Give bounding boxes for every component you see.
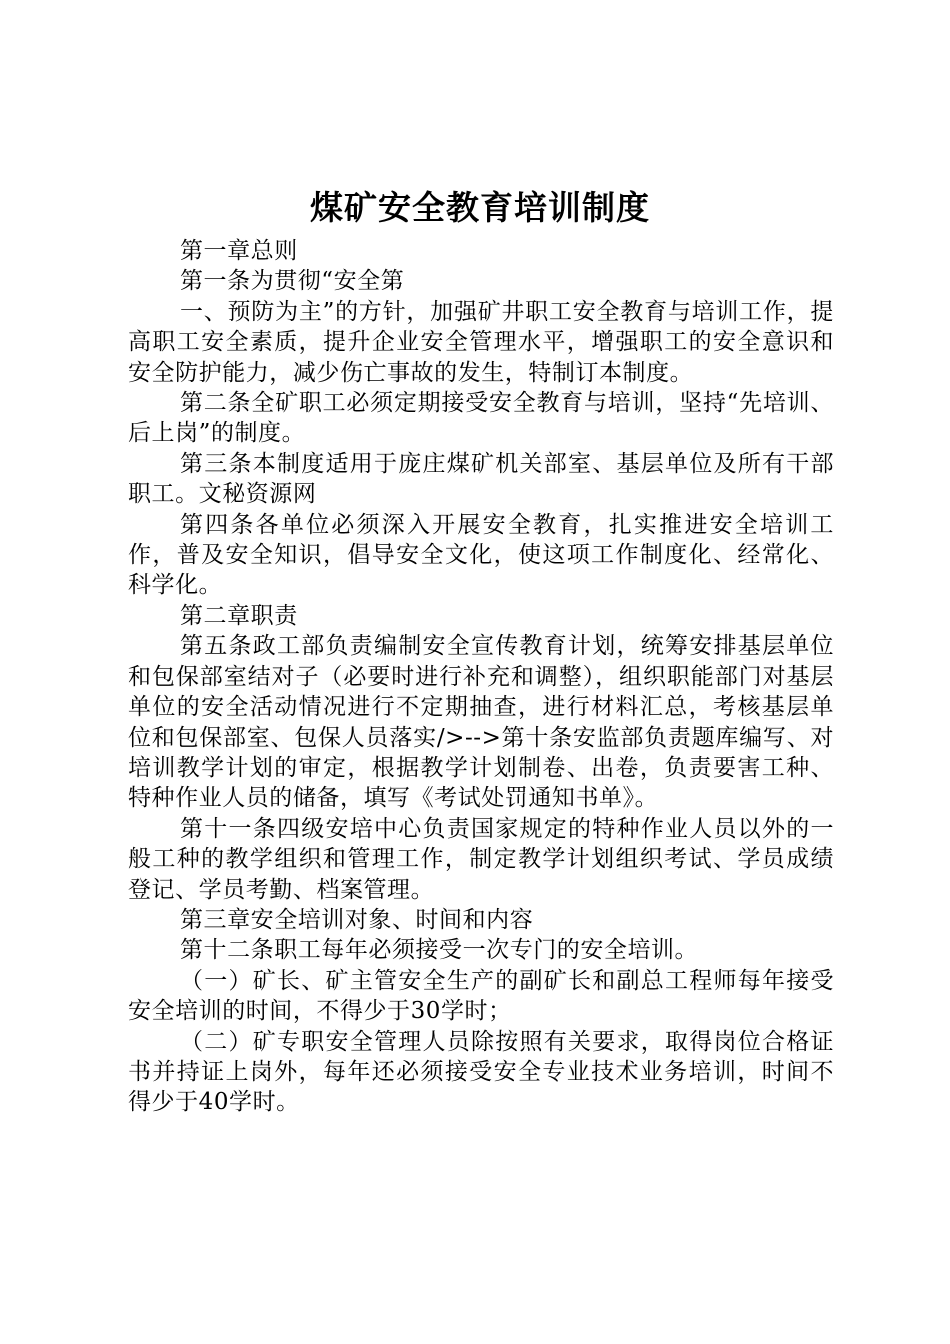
article-paragraph: （二）矿专职安全管理人员除按照有关要求，取得岗位合格证书并持证上岗外，每年还必须接受安全专业技术业务培训，时间不得少于40学时。 [128,1028,834,1116]
chapter-heading-3: 第三章安全培训对象、时间和内容 [180,906,534,933]
article-paragraph: 一、预防为主”的方针，加强矿井职工安全教育与培训工作，提高职工安全素质，提升企业安全管理水平，增强职工的安全意识和安全防护能力，减少伤亡事故的发生，特制订本制度。 [128,298,834,386]
chapter-heading-2: 第二章职责 [180,602,298,629]
article-paragraph: 第四条各单位必须深入开展安全教育，扎实推进安全培训工作，普及安全知识，倡导安全文化，使这项工作制度化、经常化、科学化。 [128,511,834,599]
article-paragraph: 第十二条职工每年必须接受一次专门的安全培训。 [180,937,699,964]
document-title: 煤矿安全教育培训制度 [310,188,650,227]
chapter-heading-1: 第一章总则 [180,238,298,264]
article-paragraph: 第三条本制度适用于庞庄煤矿机关部室、基层单位及所有干部职工。文秘资源网 [128,450,834,508]
article-paragraph: （一）矿长、矿主管安全生产的副矿长和副总工程师每年接受安全培训的时间，不得少于30学时； [128,967,834,1025]
article-paragraph: 第十一条四级安培中心负责国家规定的特种作业人员以外的一般工种的教学组织和管理工作，制定教学计划组织考试、学员成绩登记、学员考勤、档案管理。 [128,815,834,903]
article-paragraph: 第五条政工部负责编制安全宣传教育计划，统筹安排基层单位和包保部室结对子（必要时进行补充和调整），组织职能部门对基层单位的安全活动情况进行不定期抽查，进行材料汇总，考核基层单位和包保部室、包保人员落实/>-->第十条安监部负责题库编写、对培训教学计划的审定，根据教学计划制卷、出卷，负责要害工种、特种作业人员的储备，填写《考试处罚通知书单》。 [128,633,834,812]
article-paragraph: 第一条为贯彻“安全第 [180,268,405,295]
article-paragraph: 第二条全矿职工必须定期接受安全教育与培训，坚持“先培训、后上岗”的制度。 [128,390,834,447]
document-body [128,236,834,1118]
